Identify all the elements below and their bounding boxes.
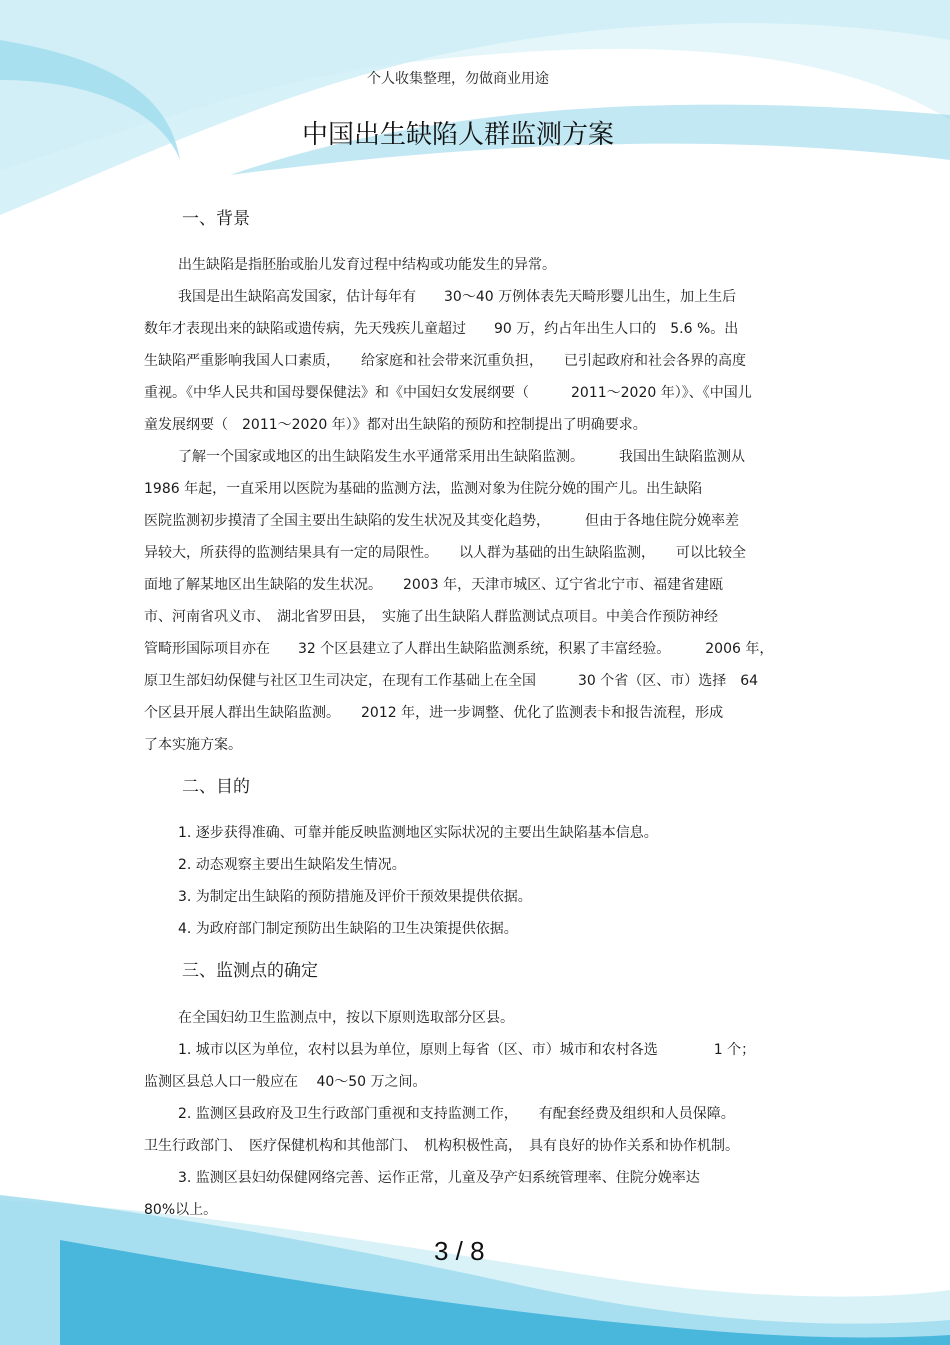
paragraph-line: 个区县开展人群出生缺陷监测。 2012 年，进一步调整、优化了监测表卡和报告流程，形成 <box>144 705 724 721</box>
list-item: 3. 监测区县妇幼保健网络完善、运作正常，儿童及孕产妇系统管理率、住院分娩率达 <box>178 1170 700 1186</box>
paragraph-line: 重视。《中华人民共和国母婴保健法》和《中国妇女发展纲要（ 2011～2020 年）》、《中国儿 <box>144 385 752 401</box>
paragraph-line: 监测区县总人口一般应在 40～50 万之间。 <box>144 1074 427 1090</box>
paragraph-line: 市、河南省巩义市、 湖北省罗田县， 实施了出生缺陷人群监测试点项目。中美合作预防神经 <box>144 609 718 625</box>
list-item: 1. 逐步获得准确、可靠并能反映监测地区实际状况的主要出生缺陷基本信息。 <box>178 825 658 841</box>
paragraph-line: 1986 年起，一直采用以医院为基础的监测方法，监测对象为住院分娩的围产儿。出生缺陷 <box>144 481 703 497</box>
paragraph-line: 医院监测初步摸清了全国主要出生缺陷的发生状况及其变化趋势， 但由于各地住院分娩率差 <box>144 513 739 529</box>
paragraph-line: 管畸形国际项目亦在 32 个区县建立了人群出生缺陷监测系统，积累了丰富经验。 2006 年， <box>144 641 774 657</box>
list-item: 4. 为政府部门制定预防出生缺陷的卫生决策提供依据。 <box>178 921 518 937</box>
paragraph-line: 异较大，所获得的监测结果具有一定的局限性。 以人群为基础的出生缺陷监测， 可以比较全 <box>144 545 746 561</box>
paragraph-line: 卫生行政部门、 医疗保健机构和其他部门、 机构积极性高， 具有良好的协作关系和协作机制。 <box>144 1138 739 1154</box>
paragraph-line: 我国是出生缺陷高发国家，估计每年有 30～40 万例体表先天畸形婴儿出生，加上生后 <box>178 289 737 305</box>
section-heading-purpose: 二、目的 <box>182 777 250 797</box>
paragraph-line: 生缺陷严重影响我国人口素质， 给家庭和社会带来沉重负担， 已引起政府和社会各界的高度 <box>144 353 746 369</box>
list-item: 1. 城市以区为单位，农村以县为单位，原则上每省（区、市）城市和农村各选 1 个； <box>178 1042 756 1058</box>
list-item: 2. 监测区县政府及卫生行政部门重视和支持监测工作， 有配套经费及组织和人员保障。 <box>178 1106 735 1122</box>
section-heading-sites: 三、监测点的确定 <box>182 961 318 981</box>
paragraph-line: 80%以上。 <box>144 1202 218 1218</box>
paragraph-line: 数年才表现出来的缺陷或遗传病，先天残疾儿童超过 90 万，约占年出生人口的 5.6 %。出 <box>144 321 739 337</box>
document-title: 中国出生缺陷人群监测方案 <box>302 120 615 150</box>
paragraph-line: 面地了解某地区出生缺陷的发生状况。 2003 年，天津市城区、辽宁省北宁市、福建省建瓯 <box>144 577 724 593</box>
paragraph-line: 了本实施方案。 <box>144 737 242 753</box>
paragraph-line: 童发展纲要（ 2011～2020 年）》都对出生缺陷的预防和控制提出了明确要求。 <box>144 417 647 433</box>
list-item: 2. 动态观察主要出生缺陷发生情况。 <box>178 857 406 873</box>
page-number: 3 / 8 <box>434 1236 485 1266</box>
paragraph-line: 在全国妇幼卫生监测点中，按以下原则选取部分区县。 <box>178 1010 514 1026</box>
paragraph-line: 出生缺陷是指胚胎或胎儿发育过程中结构或功能发生的异常。 <box>178 257 556 273</box>
list-item: 3. 为制定出生缺陷的预防措施及评价干预效果提供依据。 <box>178 889 532 905</box>
paragraph-line: 原卫生部妇幼保健与社区卫生司决定，在现有工作基础上在全国 30 个省（区、市）选择 64 <box>144 673 759 689</box>
paragraph-line: 了解一个国家或地区的出生缺陷发生水平通常采用出生缺陷监测。 我国出生缺陷监测从 <box>178 449 745 465</box>
section-heading-background: 一、背景 <box>182 209 250 229</box>
watermark-note: 个人收集整理，勿做商业用途 <box>367 71 549 87</box>
